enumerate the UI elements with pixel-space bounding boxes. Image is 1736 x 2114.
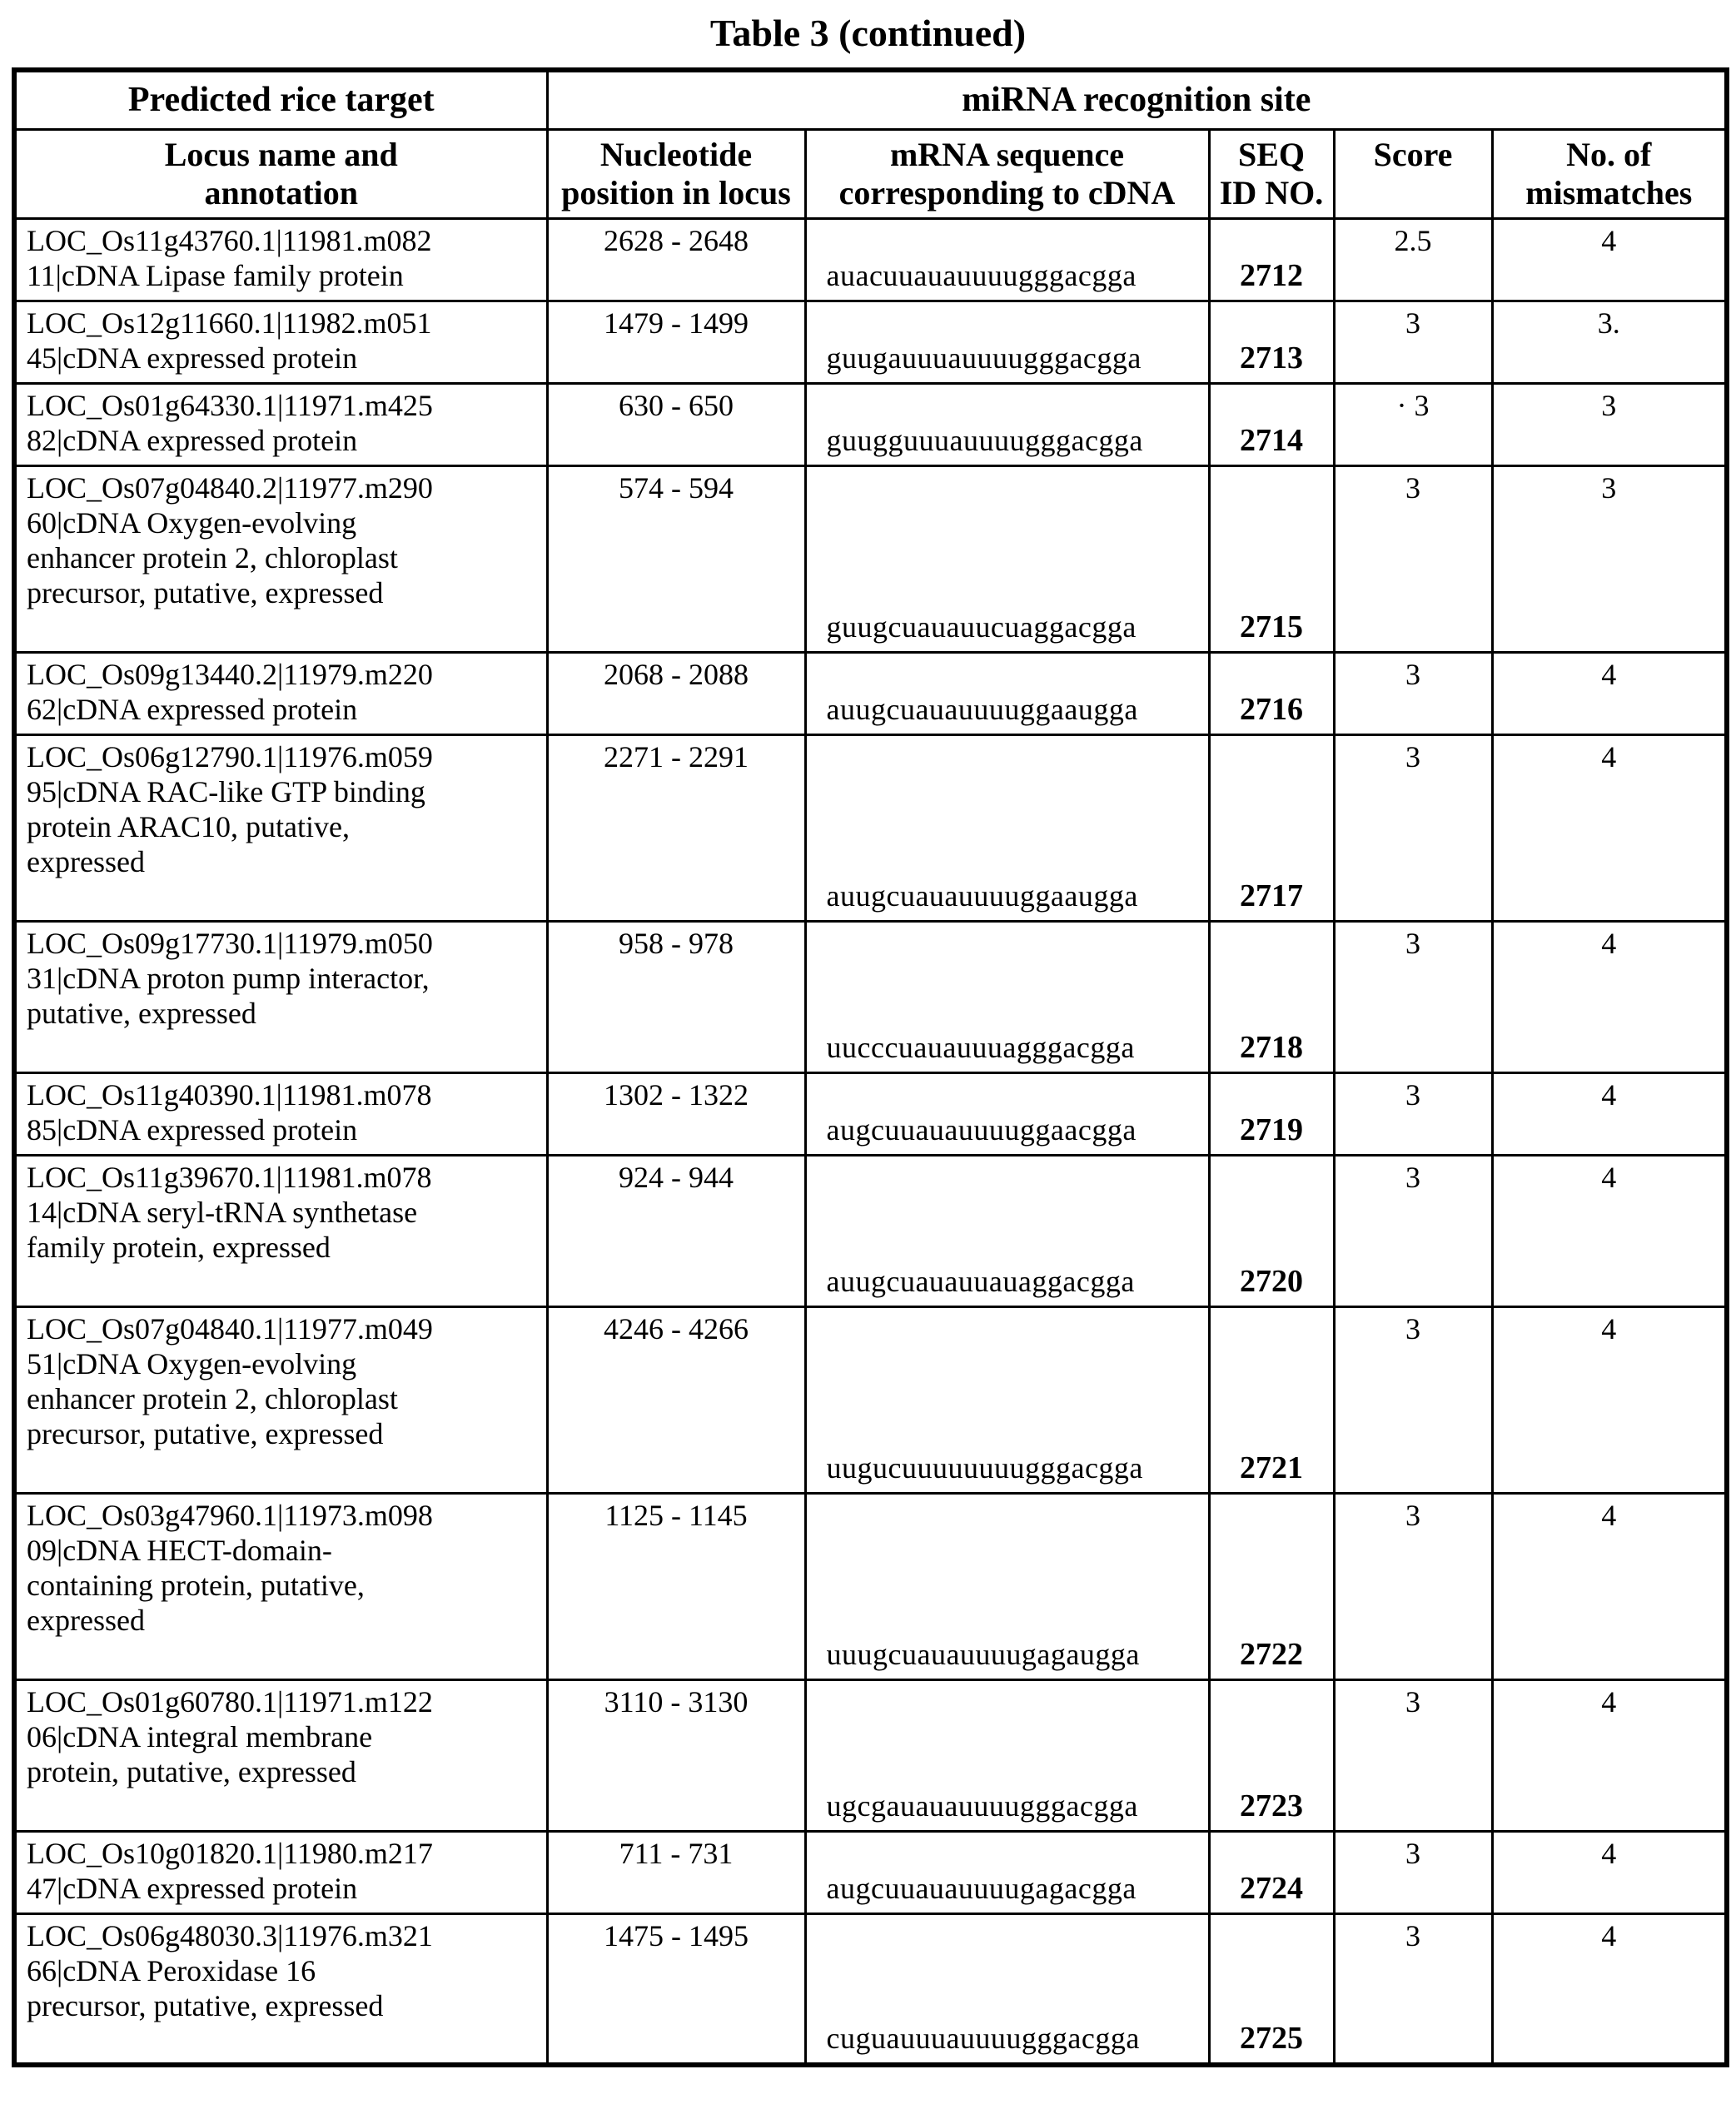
locus-line: precursor, putative, expressed (27, 575, 384, 609)
table-row (14, 1831, 1727, 1913)
locus-annotation-cell (14, 1072, 547, 1155)
mrna-sequence-cell: guugcuauauucuaggacgga (805, 465, 1209, 652)
locus-line: 62|cDNA expressed protein (27, 692, 358, 726)
mismatches-cell: 4 (1492, 1306, 1727, 1493)
seq-id-cell: 2712 (1209, 218, 1334, 301)
mrna-sequence-cell: uugucuuuuuuuugggacgga (805, 1306, 1209, 1493)
locus-line: 14|cDNA seryl-tRNA synthetase (27, 1195, 418, 1229)
locus-line: enhancer protein 2, chloroplast (27, 1381, 398, 1415)
locus-line: LOC_Os09g17730.1|11979.m050 (27, 926, 433, 960)
seq-id-cell: 2717 (1209, 734, 1334, 921)
seq-id-cell: 2721 (1209, 1306, 1334, 1493)
nucleotide-position-cell: 574 - 594 (547, 465, 805, 652)
column-header-mismatches: No. of mismatches (1492, 129, 1727, 218)
column-header-seqid: SEQ ID NO. (1209, 129, 1334, 218)
locus-line: precursor, putative, expressed (27, 1988, 384, 2022)
page-title: Table 3 (continued) (709, 12, 1027, 54)
group-header-row (14, 70, 1727, 129)
locus-annotation-cell (14, 734, 547, 921)
seq-id-cell: 2724 (1209, 1831, 1334, 1913)
locus-annotation-cell (14, 1306, 547, 1493)
mrna-sequence-cell: augcuuauauuuuggaacgga (805, 1072, 1209, 1155)
locus-line: protein, putative, expressed (27, 1754, 356, 1788)
mrna-sequence-cell: auugcuauauuuuggaaugga (805, 652, 1209, 734)
seq-id-cell: 2725 (1209, 1913, 1334, 2065)
locus-line: expressed (27, 844, 145, 878)
score-cell: 2.5 (1334, 218, 1492, 301)
locus-line: LOC_Os11g40390.1|11981.m078 (27, 1077, 432, 1112)
locus-line: 31|cDNA proton pump interactor, (27, 961, 430, 995)
mismatches-cell: 3 (1492, 383, 1727, 465)
nucleotide-position-cell: 1125 - 1145 (547, 1493, 805, 1679)
mirna-recognition-table (12, 67, 1729, 2067)
mismatches-cell: 4 (1492, 218, 1727, 301)
table-row (14, 1913, 1727, 2065)
nucleotide-position-cell: 924 - 944 (547, 1155, 805, 1306)
mrna-sequence-cell: auugcuauauuauaggacgga (805, 1155, 1209, 1306)
mrna-sequence-cell: ugcgauauauuuugggacgga (805, 1679, 1209, 1831)
column-header-position: Nucleotide position in locus (547, 129, 805, 218)
nucleotide-position-cell: 3110 - 3130 (547, 1679, 805, 1831)
mrna-sequence-cell: guugauuuauuuugggacgga (805, 301, 1209, 383)
locus-line: LOC_Os11g43760.1|11981.m082 (27, 223, 432, 257)
table-body (14, 218, 1727, 2065)
locus-line: expressed (27, 1603, 145, 1637)
mismatches-cell: 4 (1492, 1831, 1727, 1913)
locus-annotation-cell (14, 465, 547, 652)
locus-annotation-cell (14, 921, 547, 1072)
locus-line: LOC_Os01g60780.1|11971.m122 (27, 1684, 433, 1719)
locus-line: family protein, expressed (27, 1230, 331, 1264)
score-cell: 3 (1334, 1072, 1492, 1155)
table-row (14, 1493, 1727, 1679)
mrna-sequence-cell: augcuuauauuuugagacgga (805, 1831, 1209, 1913)
mrna-sequence-cell: auugcuauauuuuggaaugga (805, 734, 1209, 921)
mismatches-cell: 4 (1492, 1072, 1727, 1155)
mrna-sequence-cell: cuguauuuauuuugggacgga (805, 1913, 1209, 2065)
score-cell: 3 (1334, 1155, 1492, 1306)
locus-line: LOC_Os12g11660.1|11982.m051 (27, 306, 432, 340)
nucleotide-position-cell: 958 - 978 (547, 921, 805, 1072)
column-header-sequence: mRNA sequence corresponding to cDNA (805, 129, 1209, 218)
group-header-predicted-rice-target: Predicted rice target (14, 70, 547, 129)
table-row (14, 1679, 1727, 1831)
column-header-score: Score (1334, 129, 1492, 218)
locus-line: 85|cDNA expressed protein (27, 1112, 358, 1147)
locus-line: containing protein, putative, (27, 1568, 365, 1602)
table-row (14, 301, 1727, 383)
mrna-sequence-cell: auacuuauauuuugggacgga (805, 218, 1209, 301)
locus-line: protein ARAC10, putative, (27, 809, 350, 843)
mrna-sequence-cell: uuugcuauauuuugagaugga (805, 1493, 1209, 1679)
mismatches-cell: 4 (1492, 734, 1727, 921)
locus-annotation-cell (14, 1913, 547, 2065)
seq-id-cell: 2723 (1209, 1679, 1334, 1831)
locus-line: LOC_Os01g64330.1|11971.m425 (27, 388, 433, 422)
locus-annotation-cell (14, 218, 547, 301)
seq-id-cell: 2714 (1209, 383, 1334, 465)
locus-line: LOC_Os07g04840.1|11977.m049 (27, 1311, 433, 1345)
mismatches-cell: 4 (1492, 921, 1727, 1072)
score-cell: 3 (1334, 1493, 1492, 1679)
group-header-mirna-recognition-site: miRNA recognition site (547, 70, 1727, 129)
locus-line: enhancer protein 2, chloroplast (27, 540, 398, 575)
locus-line: 09|cDNA HECT-domain- (27, 1533, 332, 1567)
table-row (14, 921, 1727, 1072)
locus-annotation-cell (14, 1831, 547, 1913)
column-header-locus: Locus name and annotation (14, 129, 547, 218)
score-cell: 3 (1334, 301, 1492, 383)
locus-line: precursor, putative, expressed (27, 1416, 384, 1450)
nucleotide-position-cell: 1302 - 1322 (547, 1072, 805, 1155)
locus-line: 60|cDNA Oxygen-evolving (27, 505, 357, 540)
table-row (14, 734, 1727, 921)
score-cell: 3 (1334, 921, 1492, 1072)
locus-line: 11|cDNA Lipase family protein (27, 258, 404, 292)
locus-line: 51|cDNA Oxygen-evolving (27, 1346, 357, 1380)
score-cell: 3 (1334, 652, 1492, 734)
mismatches-cell: 4 (1492, 652, 1727, 734)
mrna-sequence-cell: guugguuuauuuugggacgga (805, 383, 1209, 465)
column-header-row (14, 129, 1727, 218)
score-cell: · 3 (1334, 383, 1492, 465)
table-row (14, 652, 1727, 734)
mismatches-cell: 3. (1492, 301, 1727, 383)
seq-id-cell: 2722 (1209, 1493, 1334, 1679)
locus-annotation-cell (14, 1493, 547, 1679)
locus-annotation-cell (14, 652, 547, 734)
mismatches-cell: 3 (1492, 465, 1727, 652)
nucleotide-position-cell: 2068 - 2088 (547, 652, 805, 734)
table-row (14, 1306, 1727, 1493)
locus-line: 45|cDNA expressed protein (27, 341, 358, 375)
locus-line: 95|cDNA RAC-like GTP binding (27, 774, 425, 808)
nucleotide-position-cell: 1475 - 1495 (547, 1913, 805, 2065)
locus-annotation-cell (14, 301, 547, 383)
locus-line: 47|cDNA expressed protein (27, 1871, 358, 1905)
nucleotide-position-cell: 1479 - 1499 (547, 301, 805, 383)
nucleotide-position-cell: 2271 - 2291 (547, 734, 805, 921)
score-cell: 3 (1334, 1306, 1492, 1493)
nucleotide-position-cell: 4246 - 4266 (547, 1306, 805, 1493)
table-row (14, 465, 1727, 652)
seq-id-cell: 2719 (1209, 1072, 1334, 1155)
locus-line: putative, expressed (27, 996, 256, 1030)
mismatches-cell: 4 (1492, 1913, 1727, 2065)
locus-line: LOC_Os06g12790.1|11976.m059 (27, 739, 433, 773)
seq-id-cell: 2715 (1209, 465, 1334, 652)
mismatches-cell: 4 (1492, 1155, 1727, 1306)
table-row (14, 383, 1727, 465)
mrna-sequence-cell: uucccuauauuuagggacgga (805, 921, 1209, 1072)
locus-line: 06|cDNA integral membrane (27, 1719, 373, 1753)
locus-line: LOC_Os07g04840.2|11977.m290 (27, 470, 433, 505)
score-cell: 3 (1334, 465, 1492, 652)
seq-id-cell: 2713 (1209, 301, 1334, 383)
seq-id-cell: 2716 (1209, 652, 1334, 734)
seq-id-cell: 2720 (1209, 1155, 1334, 1306)
mismatches-cell: 4 (1492, 1493, 1727, 1679)
nucleotide-position-cell: 711 - 731 (547, 1831, 805, 1913)
table-row (14, 218, 1727, 301)
locus-line: LOC_Os11g39670.1|11981.m078 (27, 1160, 432, 1194)
score-cell: 3 (1334, 734, 1492, 921)
locus-line: 66|cDNA Peroxidase 16 (27, 1953, 316, 1987)
mismatches-cell: 4 (1492, 1679, 1727, 1831)
locus-line: 82|cDNA expressed protein (27, 423, 358, 457)
score-cell: 3 (1334, 1679, 1492, 1831)
locus-line: LOC_Os09g13440.2|11979.m220 (27, 657, 433, 691)
locus-annotation-cell (14, 383, 547, 465)
score-cell: 3 (1334, 1913, 1492, 2065)
score-cell: 3 (1334, 1831, 1492, 1913)
locus-annotation-cell (14, 1155, 547, 1306)
nucleotide-position-cell: 630 - 650 (547, 383, 805, 465)
seq-id-cell: 2718 (1209, 921, 1334, 1072)
locus-line: LOC_Os03g47960.1|11973.m098 (27, 1498, 433, 1532)
locus-line: LOC_Os10g01820.1|11980.m217 (27, 1836, 433, 1870)
locus-annotation-cell (14, 1679, 547, 1831)
nucleotide-position-cell: 2628 - 2648 (547, 218, 805, 301)
locus-line: LOC_Os06g48030.3|11976.m321 (27, 1918, 433, 1952)
table-row (14, 1155, 1727, 1306)
table-row (14, 1072, 1727, 1155)
